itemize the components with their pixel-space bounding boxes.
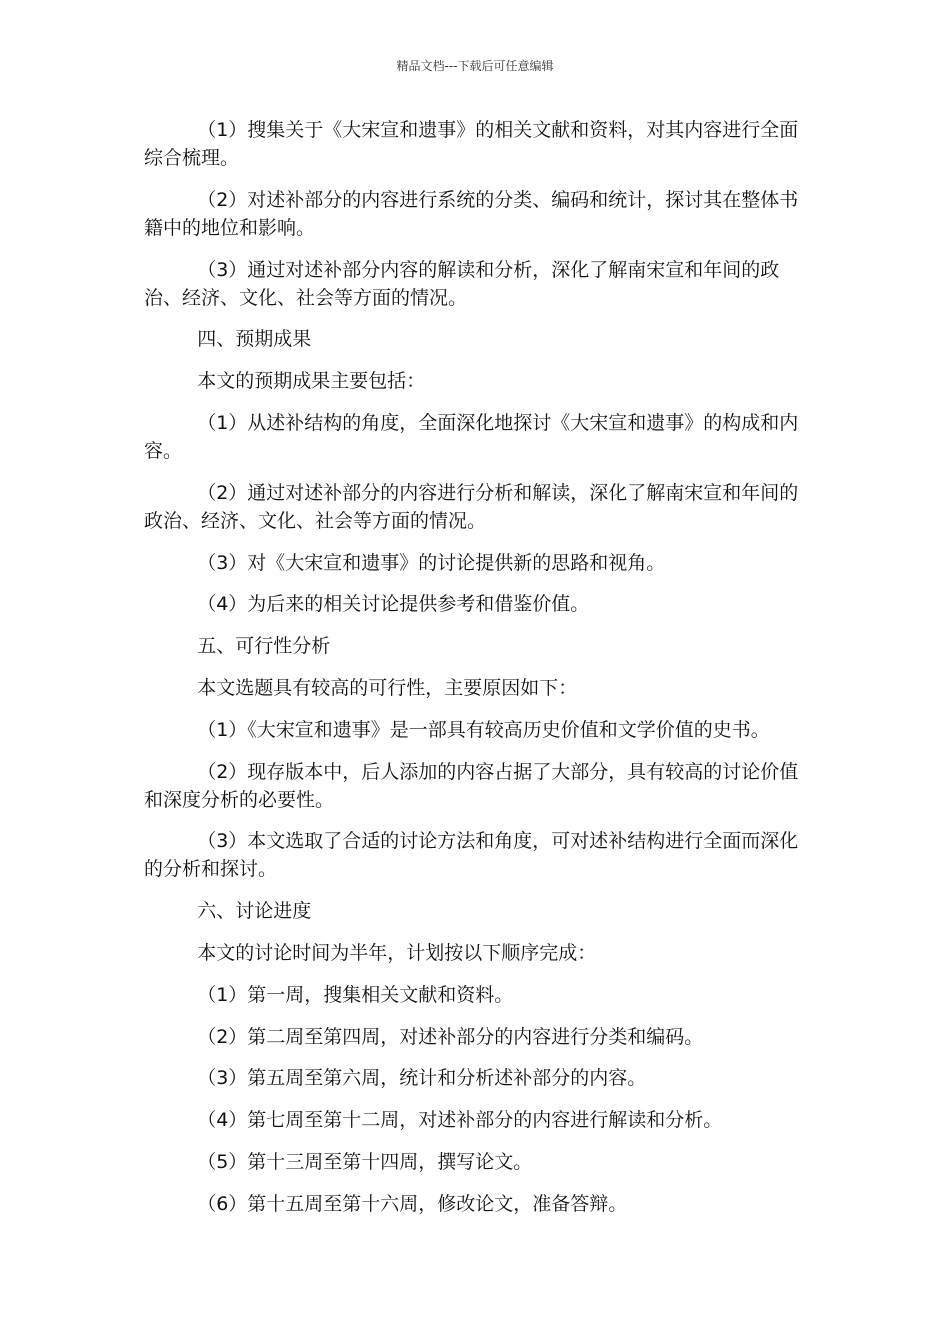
paragraph-schedule-1: （1）第一周，搜集相关文献和资料。 (197, 983, 514, 1006)
paragraph-feasibility-intro: 本文选题具有较高的可行性，主要原因如下： (197, 676, 578, 699)
paragraph-feasibility-1: （1）《大宋宣和遗事》是一部具有较高历史价值和文学价值的史书。 (197, 718, 770, 741)
paragraph-expected-4: （4）为后来的相关讨论提供参考和借鉴价值。 (197, 593, 590, 616)
paragraph-research-step-3: （3）通过对述补部分内容的解读和分析，深化了解南宋宣和年间的政治、经济、文化、社会等方面的情况。 (144, 258, 780, 309)
paragraph-research-step-2: （2）对述补部分的内容进行系统的分类、编码和统计，探讨其在整体书籍中的地位和影响。 (144, 188, 799, 239)
paragraph-expected-intro: 本文的预期成果主要包括： (197, 370, 426, 393)
paragraph-schedule-4: （4）第七周至第十二周，对述补部分的内容进行解读和分析。 (197, 1109, 723, 1132)
paragraph-schedule-5: （5）第十三周至第十四周，撰写论文。 (197, 1150, 533, 1173)
section-heading-schedule: 六、讨论进度 (197, 900, 312, 923)
paragraph-schedule-3: （3）第五周至第六周，统计和分析述补部分的内容。 (197, 1067, 647, 1090)
section-heading-feasibility: 五、可行性分析 (197, 635, 331, 658)
paragraph-expected-2: （2）通过对述补部分的内容进行分析和解读，深化了解南宋宣和年间的政治、经济、文化、社会等方面的情况。 (144, 481, 799, 532)
section-heading-expected-results: 四、预期成果 (197, 328, 312, 351)
paragraph-feasibility-2: （2）现存版本中，后人添加的内容占据了大部分，具有较高的讨论价值和深度分析的必要性。 (144, 760, 799, 811)
paragraph-schedule-2: （2）第二周至第四周，对述补部分的内容进行分类和编码。 (197, 1025, 704, 1048)
page-header: 精品文档---下载后可任意编辑 (396, 59, 554, 73)
paragraph-schedule-intro: 本文的讨论时间为半年，计划按以下顺序完成： (197, 941, 597, 964)
paragraph-feasibility-3: （3）本文选取了合适的讨论方法和角度，可对述补结构进行全面而深化的分析和探讨。 (144, 830, 799, 881)
paragraph-expected-3: （3）对《大宋宣和遗事》的讨论提供新的思路和视角。 (197, 551, 666, 574)
document-body (144, 116, 806, 1232)
paragraph-schedule-6: （6）第十五周至第十六周，修改论文，准备答辩。 (197, 1192, 628, 1215)
paragraph-expected-1: （1）从述补结构的角度，全面深化地探讨《大宋宣和遗事》的构成和内容。 (144, 411, 799, 462)
paragraph-research-step-1: （1）搜集关于《大宋宣和遗事》的相关文献和资料，对其内容进行全面综合梳理。 (144, 119, 799, 169)
